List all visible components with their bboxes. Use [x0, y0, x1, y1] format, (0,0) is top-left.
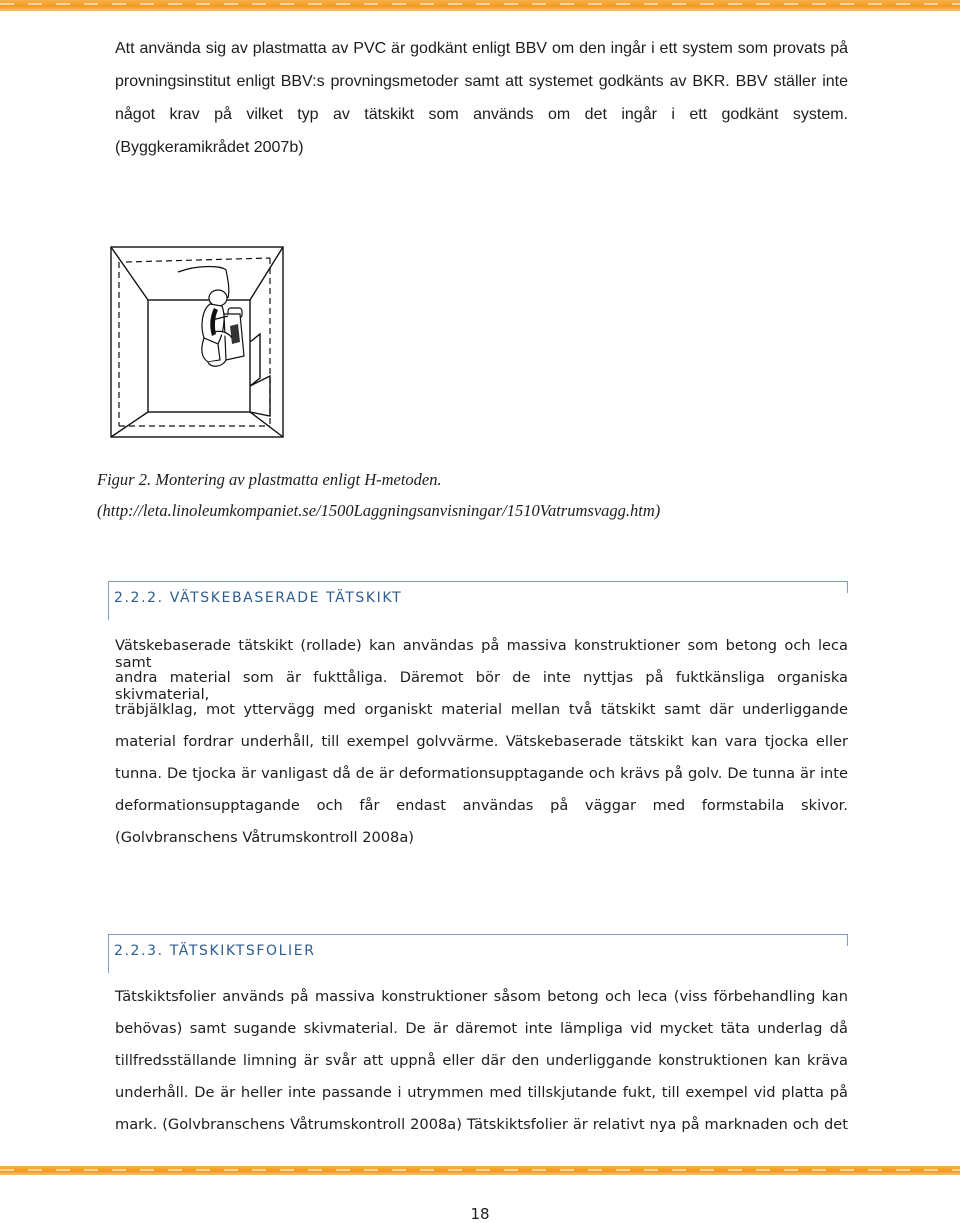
paragraph-line: (Golvbranschens Våtrumskontroll 2008a): [115, 829, 414, 846]
section-heading-frame: [108, 934, 848, 973]
paragraph-line: tunna. De tjocka är vanligast då de är deformationsupptagande och krävs på golv. De tunna är inte: [115, 765, 848, 782]
section-223-paragraph: [115, 988, 848, 1148]
paragraph-line: deformationsupptagande och får endast användas på väggar med formstabila skivor.: [115, 797, 848, 814]
paragraph-line: Vätskebaserade tätskikt (rollade) kan användas på massiva konstruktioner som betong och leca samt: [115, 637, 848, 671]
figure-source-url: (http://leta.linoleumkompaniet.se/1500Laggningsanvisningar/1510Vatrumsvagg.htm): [97, 501, 661, 520]
worker-figure: [178, 267, 244, 367]
section-heading: 2.2.3. TÄTSKIKTSFOLIER: [114, 943, 316, 959]
mat-dashed-lines: [119, 258, 270, 426]
paragraph-line: (Byggkeramikrådet 2007b): [115, 139, 304, 156]
paragraph-line: underhåll. De är heller inte passande i utrymmen med tillskjutande fukt, till exempel vid platta på: [115, 1084, 848, 1101]
section-heading: 2.2.2. VÄTSKEBASERADE TÄTSKIKT: [114, 590, 403, 606]
paragraph-line: träbjälklag, mot yttervägg med organiskt material mellan två tätskikt samt där underliggande: [115, 701, 848, 718]
figure-room-drawing: [110, 246, 284, 438]
paragraph-line: något krav på vilket typ av tätskikt som används om det ingår i ett godkänt system.: [115, 106, 848, 123]
h-method-illustration: [110, 246, 284, 438]
section-heading-frame: [108, 581, 848, 620]
paragraph-line: provningsinstitut enligt BBV:s provningsmetoder samt att systemet godkänts av BKR. BBV ställer inte: [115, 73, 848, 90]
figure-caption: Figur 2. Montering av plastmatta enligt H-metoden.: [97, 470, 442, 489]
paragraph-line: Att använda sig av plastmatta av PVC är godkänt enligt BBV om den ingår i ett system som provats på: [115, 40, 848, 57]
section-222-paragraph: [115, 637, 848, 857]
paragraph-line: andra material som är fukttåliga. Däremot bör de inte nyttjas på fuktkänsliga organiska skivmaterial,: [115, 669, 848, 703]
header-decorative-band: [0, 0, 960, 11]
page-number: 18: [470, 1205, 490, 1223]
footer-decorative-band: [0, 1166, 960, 1175]
paragraph-line: mark. (Golvbranschens Våtrumskontroll 2008a) Tätskiktsfolier är relativt nya på marknaden och det: [115, 1116, 848, 1133]
paragraph-line: behövas) samt sugande skivmaterial. De är däremot inte lämpliga vid mycket täta underlag då: [115, 1020, 848, 1037]
intro-paragraph: [115, 40, 848, 170]
paragraph-line: material fordrar underhåll, till exempel golvvärme. Vätskebaserade tätskikt kan vara tjocka eller: [115, 733, 848, 750]
paragraph-line: Tätskiktsfolier används på massiva konstruktioner såsom betong och leca (viss förbehandling kan: [115, 988, 848, 1005]
paragraph-line: tillfredsställande limning är svår att uppnå eller där den underliggande konstruktionen kan kräva: [115, 1052, 848, 1069]
